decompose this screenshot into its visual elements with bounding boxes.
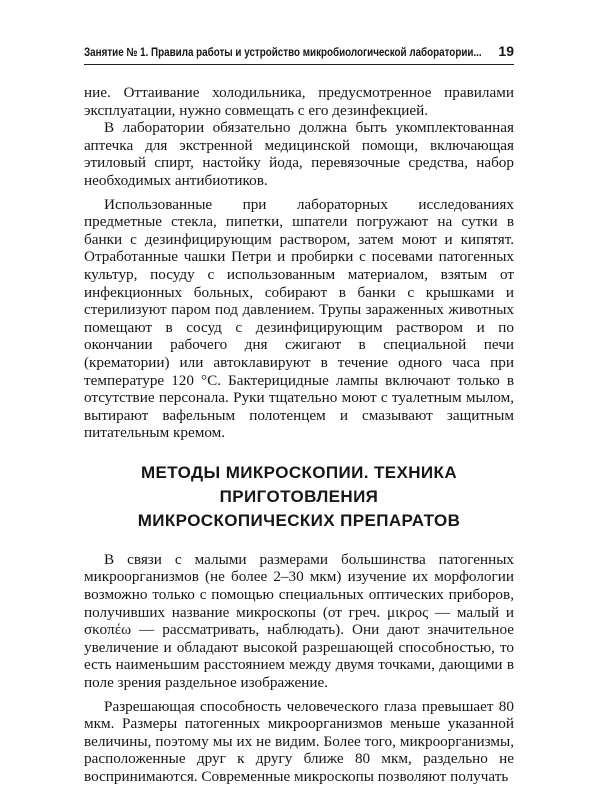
paragraph-microscopes: В связи с малыми размерами большинства патогенных микроорганизмов (не более 2–30 мкм) изучение их морфологии возможно только с помощью специальных оптических приборов, получивших название микроскопы (от греч. μικρος — малый и σκοπέω — рассматривать, наблюдать). Они дают значительное увеличение и обладают высокой разрешающей способностью, то есть наименьшим расстоянием между двумя точками, дающими в поле зрения раздельное изображение. [84, 550, 514, 692]
running-header [84, 42, 514, 65]
page-body [84, 84, 514, 786]
paragraph-disinfection: Использованные при лабораторных исследованиях предметные стекла, пипетки, шпатели погружают на сутки в банки с дезинфицирующим раствором, затем моют и кипятят. Отработанные чашки Петри и пробирки с посевами патогенных культур, посуду с использованным материалом, взятым от инфекционных больных, собирают в банки с крышками и стерилизуют паром под давлением. Трупы зараженных животных помещают в сосуд с дезинфицирующим раствором и по окончании рабочего дня сжигают в специальной печи (крематории) или автоклавируют в течение одного часа при температуре 120 °C. Бактерицидные лампы включают только в отсутствие персонала. Руки тщательно моют с туалетным мылом, вытирают вафельным полотенцем и смазывают защитным питательным кремом. [84, 195, 514, 442]
section-heading [84, 461, 514, 533]
paragraph-resolution: Разрешающая способность человеческого глаза превышает 80 мкм. Размеры патогенных микроорганизмов меньше указанной величины, поэтому мы их не видим. Более того, микроорганизмы, расположенные друг к другу ближе 80 мкм, раздельно не воспринимаются. Современные микроскопы позволяют получать [84, 697, 514, 785]
section-heading-line-1: МЕТОДЫ МИКРОСКОПИИ. ТЕХНИКА ПРИГОТОВЛЕНИЯ [140, 462, 458, 506]
running-title: Занятие № 1. Правила работы и устройство микробиологической лаборатории... [84, 45, 482, 59]
paragraph-continuation: ние. Оттаивание холодильника, предусмотренное правилами эксплуатации, нужно совмещать с его дезинфекцией. [84, 84, 514, 119]
page-number: 19 [498, 43, 514, 59]
paragraph-first-aid-kit: В лаборатории обязательно должна быть укомплектованная аптечка для экстренной медицинской помощи, включающая этиловый спирт, настойку йода, перевязочные средства, набор необходимых антибиотиков. [84, 119, 514, 189]
section-heading-line-2: МИКРОСКОПИЧЕСКИХ ПРЕПАРАТОВ [137, 510, 461, 530]
